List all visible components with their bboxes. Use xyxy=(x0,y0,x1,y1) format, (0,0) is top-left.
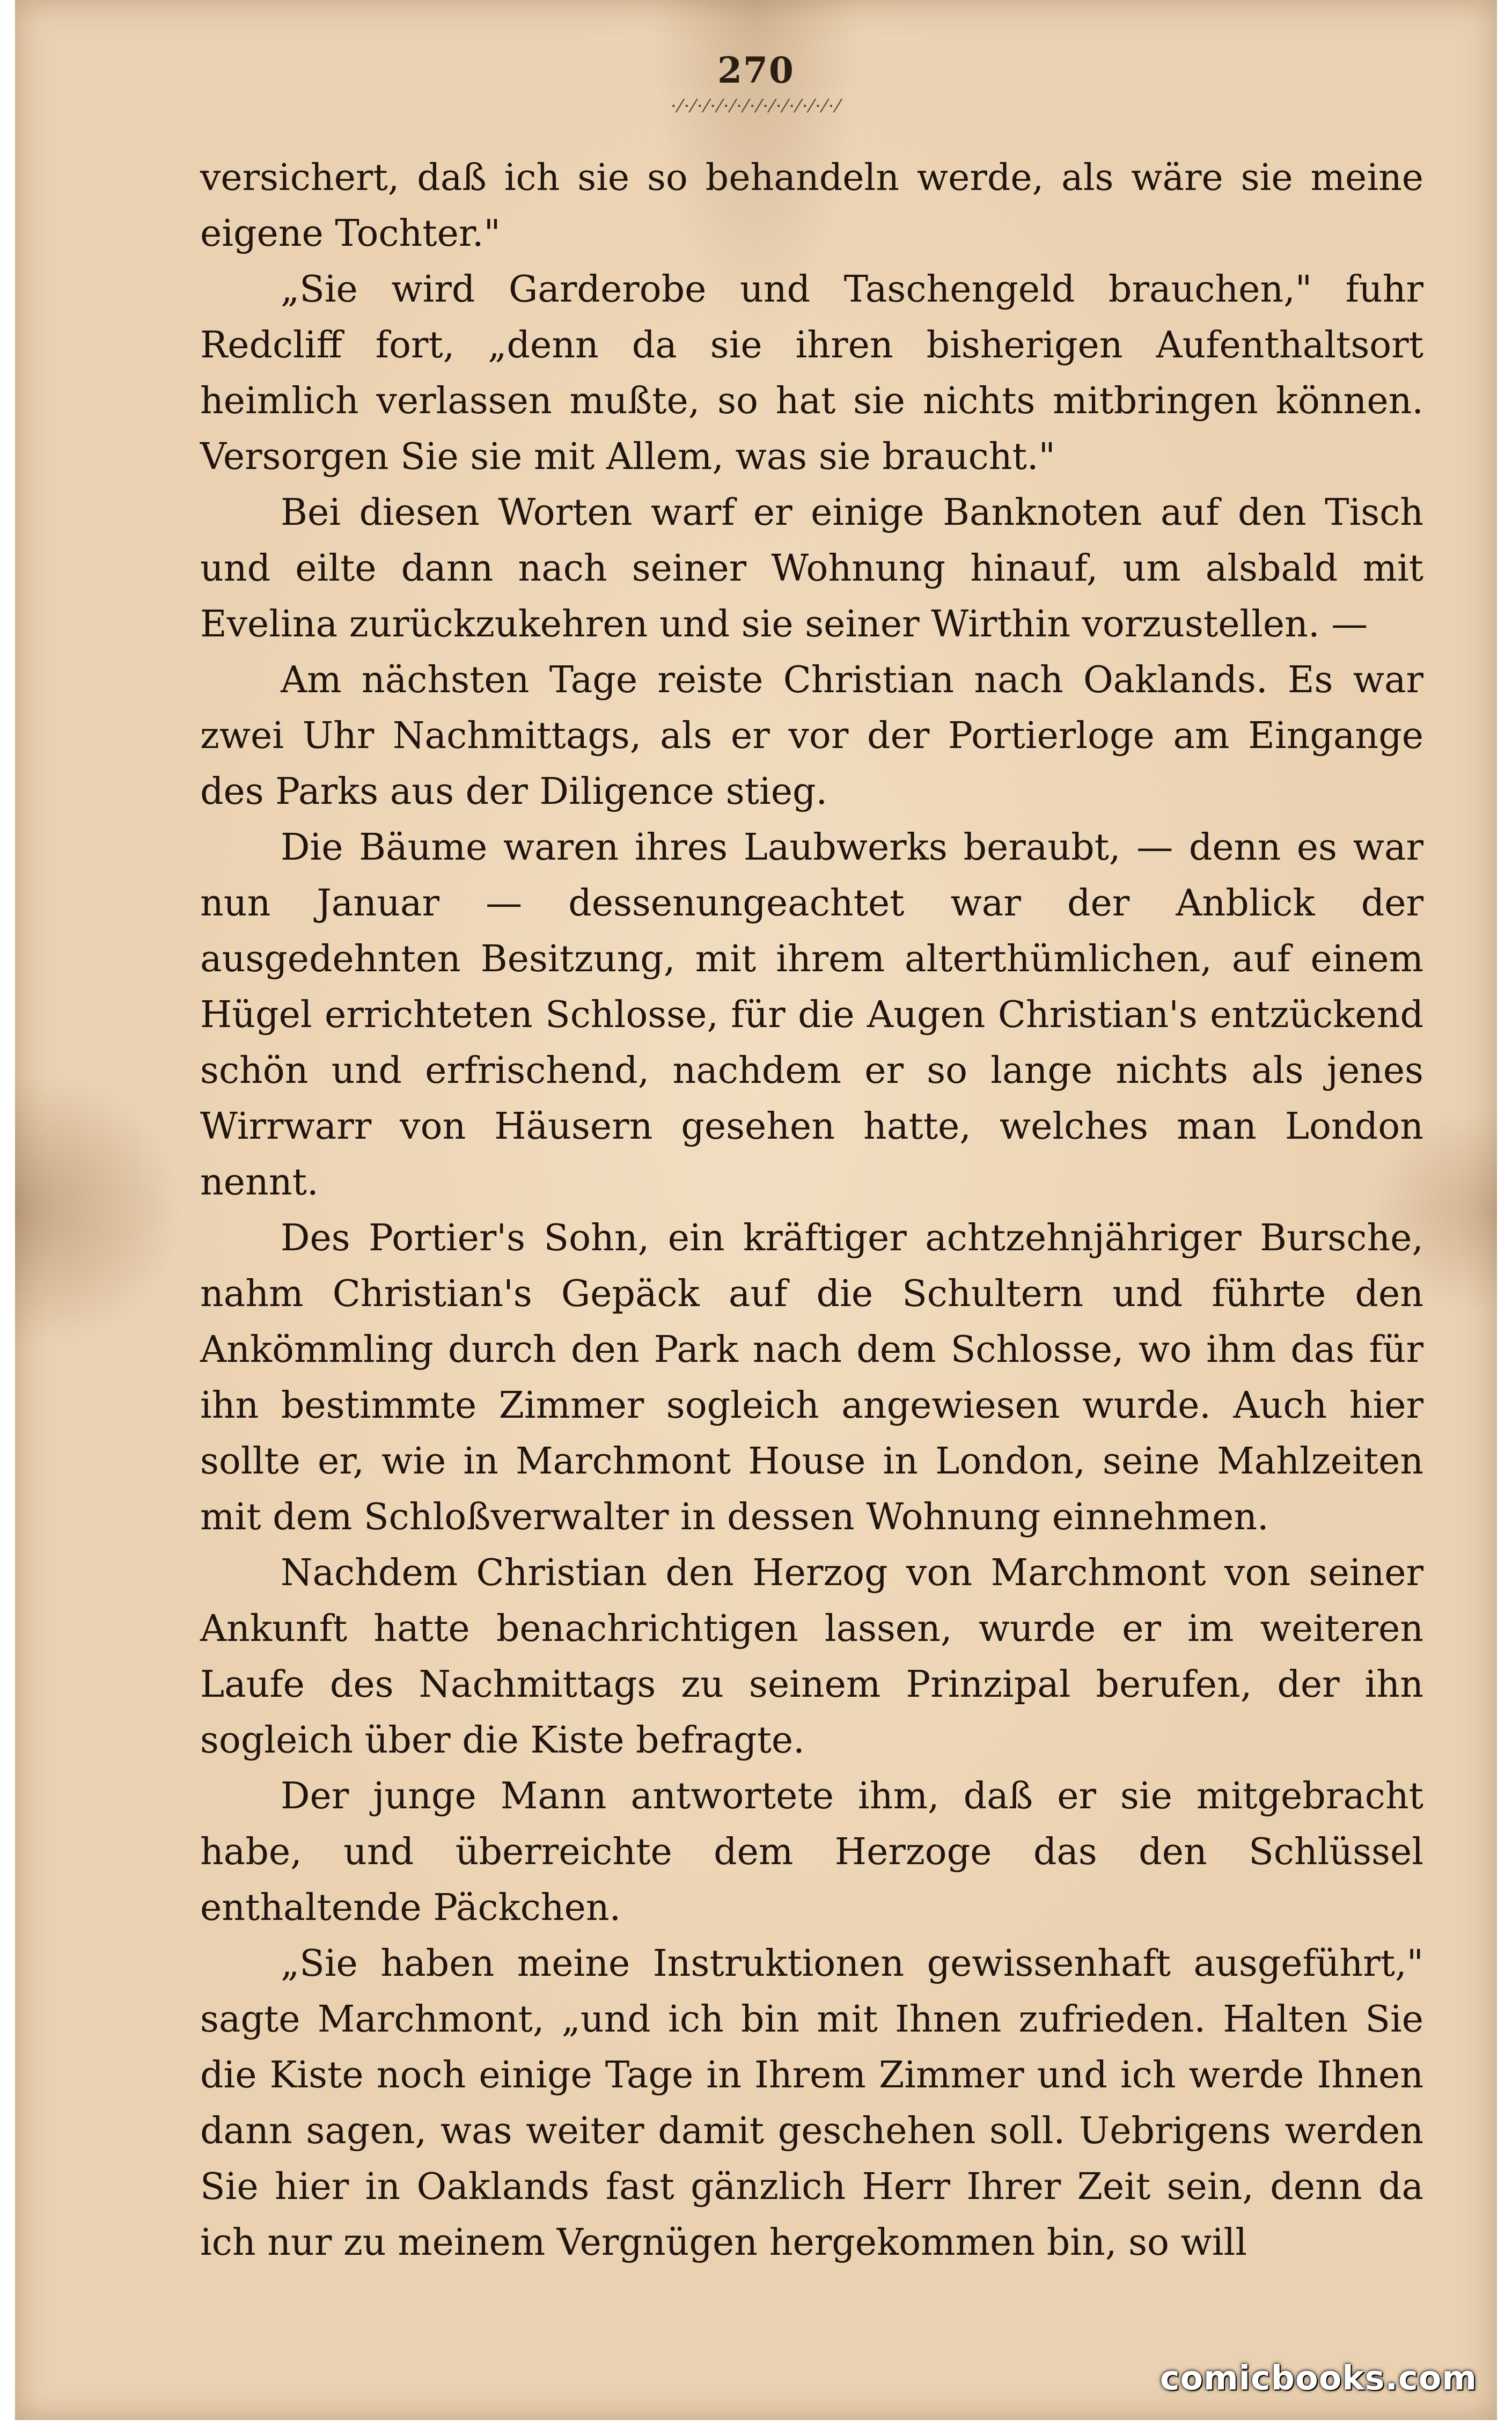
body-text xyxy=(200,150,1423,2271)
watermark-logo: comicbooks.com xyxy=(1159,2358,1477,2398)
book-page xyxy=(15,0,1497,2420)
paragraph: Des Portier's Sohn, ein kräftiger achtzehnjähriger Bursche, nahm Christian's Gepäck auf die Schultern und führte den Ankömmling durch den Park nach dem Schlosse, wo ihm das für ihn bestimmte Zimmer sogleich angewiesen wurde. Auch hier sollte er, wie in Marchmont House in London, seine Mahlzeiten mit dem Schloßverwalter in dessen Wohnung einnehmen. xyxy=(200,1217,1423,1538)
paragraph: „Sie wird Garderobe und Taschengeld brauchen," fuhr Redcliff fort, „denn da sie ihren bisherigen Aufenthaltsort heimlich verlassen mußte, so hat sie nichts mitbringen können. Versorgen Sie sie mit Allem, was sie braucht." xyxy=(200,268,1423,478)
paragraph: Nachdem Christian den Herzog von Marchmont von seiner Ankunft hatte benachrichtigen lassen, wurde er im weiteren Laufe des Nachmittags zu seinem Prinzipal berufen, der ihn sogleich über die Kiste befragte. xyxy=(200,1552,1423,1762)
page-number: 270 xyxy=(717,49,795,91)
paragraph: Die Bäume waren ihres Laubwerks beraubt, — denn es war nun Januar — dessenungeachtet war der Anblick der ausgedehnten Besitzung, mit ihrem alterthümlichen, auf einem Hügel errichteten Schlosse, für die Augen Christian's entzückend schön und erfrischend, nachdem er so lange nichts als jenes Wirrwarr von Häusern gesehen hatte, welches man London nennt. xyxy=(200,826,1423,1204)
paragraph: Der junge Mann antwortete ihm, daß er sie mitgebracht habe, und überreichte dem Herzoge das den Schlüssel enthaltende Päckchen. xyxy=(200,1775,1423,1929)
paragraph: „Sie haben meine Instruktionen gewissenhaft ausgeführt," sagte Marchmont, „und ich bin mit Ihnen zufrieden. Halten Sie die Kiste noch einige Tage in Ihrem Zimmer und ich werde Ihnen dann sagen, was weiter damit geschehen soll. Uebrigens werden Sie hier in Oaklands fast gänzlich Herr Ihrer Zeit sein, denn da ich nur zu meinem Vergnügen hergekommen bin, so will xyxy=(200,1942,1423,2264)
paragraph: Bei diesen Worten warf er einige Banknoten auf den Tisch und eilte dann nach seiner Wohnung hinauf, um alsbald mit Evelina zurückzukehren und sie seiner Wirthin vorzustellen. — xyxy=(200,492,1423,646)
header-ornament: ·⁄·⁄·⁄·⁄·⁄·⁄·⁄·⁄·⁄·⁄·⁄·⁄·⁄ xyxy=(670,96,842,117)
paragraph-continued: versichert, daß ich sie so behandeln werde, als wäre sie meine eigene Tochter." xyxy=(200,157,1423,255)
paragraph: Am nächsten Tage reiste Christian nach Oaklands. Es war zwei Uhr Nachmittags, als er vor der Portierloge am Eingange des Parks aus der Diligence stieg. xyxy=(200,659,1423,813)
